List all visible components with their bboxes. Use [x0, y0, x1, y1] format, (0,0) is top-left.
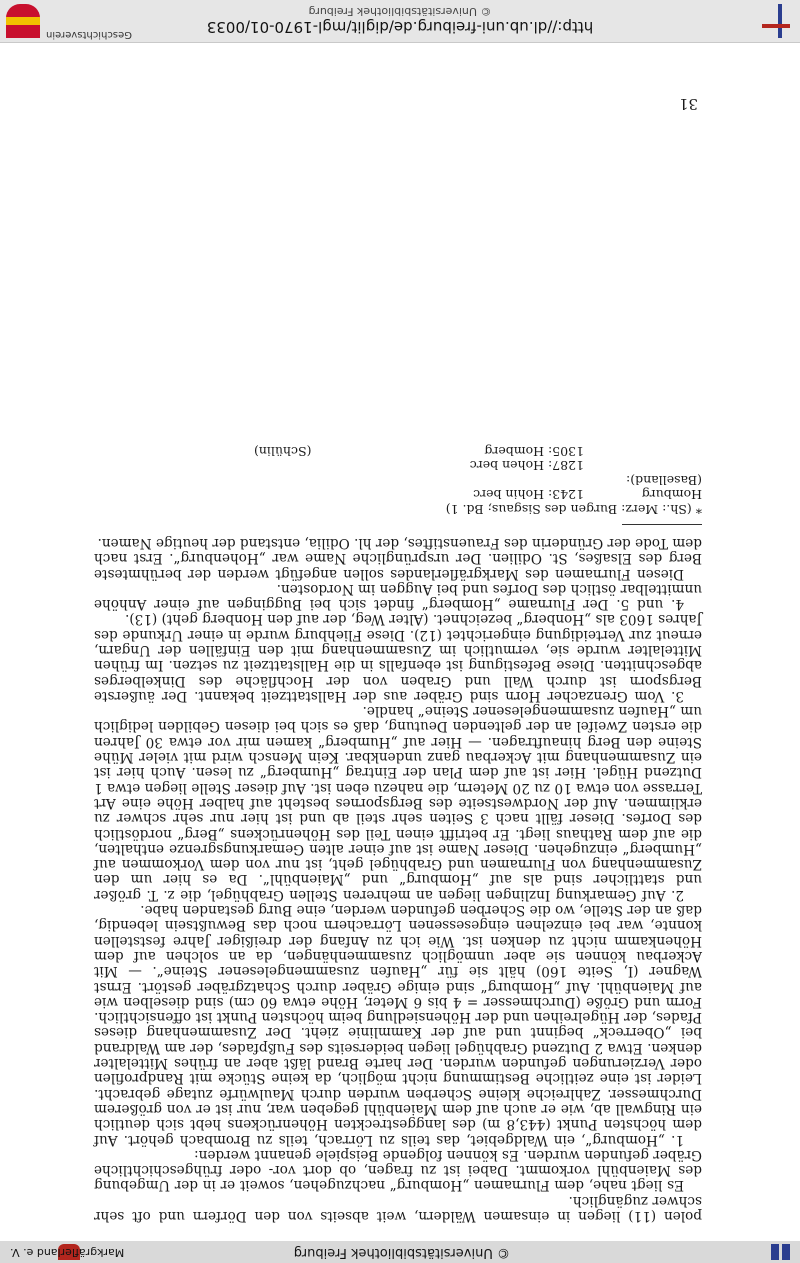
paragraph: 1. „Homburg“, ein Waldgebiet, das teils zu Lörrach, teils zu Brombach gehört. Auf dem höchsten Punkt (443,8 m) des langgestreckten Höhenrückens hebt sich deutlich ein Ringwall ab, wie er auch auf dem Maienbühl gegeben war, nur ist er von größerem Durchmesser. Zahlreiche kleine Scherben wurden durch Maulwürfe zutage gebracht. Leider ist eine zeitliche Bestimmung nicht möglich, da keine Stücke mit Randprofilen oder Verzierungen gefunden wurden. Der harte Brand läßt aber an frühes Mittelalter denken. Etwa 2 Dutzend Grabhügel liegen beiderseits des Fußpfades, der am Waldrand bei „Oberreck“ beginnt und auf der Kammlinie zieht. Der Zusammenhang dieses Pfades, der Hügelreihen und der Höhensiedlung beim höchsten Punkt ist offensichtlich. Form und Größe (Durchmesser = 4 bis 6 Meter, Höhe etwa 60 cm) sind dieselben wie auf Maienbühl. Auf „Homburg“ sind einige Gräber durch Schatzgräber gestört. Ernst Wagner (I, Seite 160) hält sie für „Haufen zusammengelesener Steine“. — Mit Ackerbau können sie aber unmöglich zusammenhängen, da an solchen auf dem Höhenkamm nicht zu denken ist. Wie ich zu Anfang der dreißiger Jahre feststellen konnte, war bei einzelnen eingesessenen Lörrachern noch das Bewußtsein lebendig, daß an der Stelle, wo die Scherben gefunden werden, eine Burg gestanden habe.	[94, 902, 702, 1148]
footnote-row	[94, 472, 702, 501]
library-logo-icon	[768, 1244, 790, 1260]
document-page	[0, 43, 800, 1241]
footnote-divider	[622, 524, 702, 525]
paragraph: 3. Vom Grenzacher Horn sind Gräber aus der Hallstattzeit bekannt. Der äußerste Bergsporn ist durch Wall und Graben von der Hochfläche des Dinkelberges abgeschnitten. Diese Befestigung ist ebenfalls in die Hallstattzeit zu setzen. Im frühen Mittelalter wurde sie, vermutlich im Zusammenhang mit den Einfällen der Ungarn, erneut zur Verteidigung eingerichtet (12). Diese Fliehburg wurde in einer Urkunde des Jahres 1603 als „Honberg“ bezeichnet. (Alter Weg, der auf den Honberg geht) (13).	[94, 611, 702, 704]
viewer-bottom-bar	[0, 1240, 800, 1263]
footnote-row	[94, 443, 702, 458]
paragraph: Es liegt nahe, dem Flurnamen „Homburg“ nachzugehen, soweit er in der Umgebung des Maienbühl vorkommt. Dabei ist zu fragen, ob dort vor- oder frühgeschichtliche Gräber gefunden wurden. Es können folgende Beispiele genannt werden:	[94, 1146, 702, 1194]
footnote-source: (Schülin)	[254, 443, 312, 459]
paragraph: 2. Auf Gemarkung Inzlingen liegen an mehreren Stellen Grabhügel, die z. T. größer und stattlicher sind als auf „Homburg“ und „Maienbühl“. Da es hier um den Zusammenhang von Flurnamen und Grabhügel geht, ist nur von dem Vorkommen auf „Humberg“ einzugehen. Dieser Name ist auf einer alten Gemarkungsgrenze enthalten, die auf dem Rathaus liegt. Er betrifft einen Teil des Höhenrückens „Berg“ nordöstlich des Dorfes. Dieser fällt nach 3 Seiten sehr steil ab und ist hier nur sehr schwer zu erklimmen. Auf der Nordwestseite des Bergspornes besteht auf halber Höhe eine Art Terrasse von etwa 10 zu 20 Metern, die nahezu eben ist. Auf dieser Stelle liegen etwa 1 Dutzend Hügel. Hier ist auf dem Plan der Eintrag „Humberg“ zu lesen. Auch hier ist ein Zusammenhang mit Ackerbau ganz undenkbar. Kein Mensch wird mit vieler Mühe Steine den Berg hinauftragen. — Hier auf „Humberg“ kamen mir vor etwa 30 Jahren die ersten Zweifel an der geltenden Deutung, daß es sich bei diesen Gebilden lediglich um „Haufen zusammengelesener Steine“ handle.	[94, 703, 702, 903]
library-credit-top: © Universitätsbibliothek Freiburg	[308, 5, 492, 18]
footnote-row	[94, 458, 702, 473]
paragraph: Diesen Flurnamen des Markgräflerlandes sollen angefügt werden der berühmteste Berg des Elsaßes, St. Odilien. Der ursprüngliche Name war „Hohenburg“. Erst nach dem Tode der Gründerin des Frauenstiftes, der hl. Odilia, entstand der heutige Namen.	[94, 534, 702, 582]
footnote-place: Homburg (Baselland):	[626, 472, 702, 503]
document-url[interactable]: http://dl.ub.uni-freiburg.de/diglit/mgl-1970-01/0033	[206, 18, 594, 36]
society-label: Markgräflerland e. V.	[10, 1246, 125, 1259]
emblem-label: Geschichtsverein	[46, 29, 132, 40]
footnote-year: 1243: Hohin berc	[473, 487, 584, 503]
coat-of-arms-icon	[6, 4, 40, 38]
paragraph: 4. und 5. Der Flurname „Homberg“ findet sich bei Buggingen auf einer Anhöhe unmittelbar östlich des Dorfes und bei Auggen im Nordosten.	[94, 580, 702, 613]
footnote	[94, 443, 702, 516]
page-number: 31	[678, 95, 698, 113]
footnote-intro: * (Sh.: Merz: Burgen des Sisgaus; Bd. 1)	[445, 501, 702, 517]
viewer-top-bar	[0, 0, 800, 43]
footnote-year: 1287: Hohen berc	[469, 458, 584, 474]
body-text	[94, 443, 702, 1223]
footnote-year: 1305: Homberg	[484, 443, 584, 459]
library-credit: © Universitätsbibliothek Freiburg	[293, 1245, 510, 1260]
paragraph: polen (11) liegen in einsamen Wäldern, weit abseits von den Dörfern und oft sehr schwer zugänglich.	[94, 1192, 702, 1224]
